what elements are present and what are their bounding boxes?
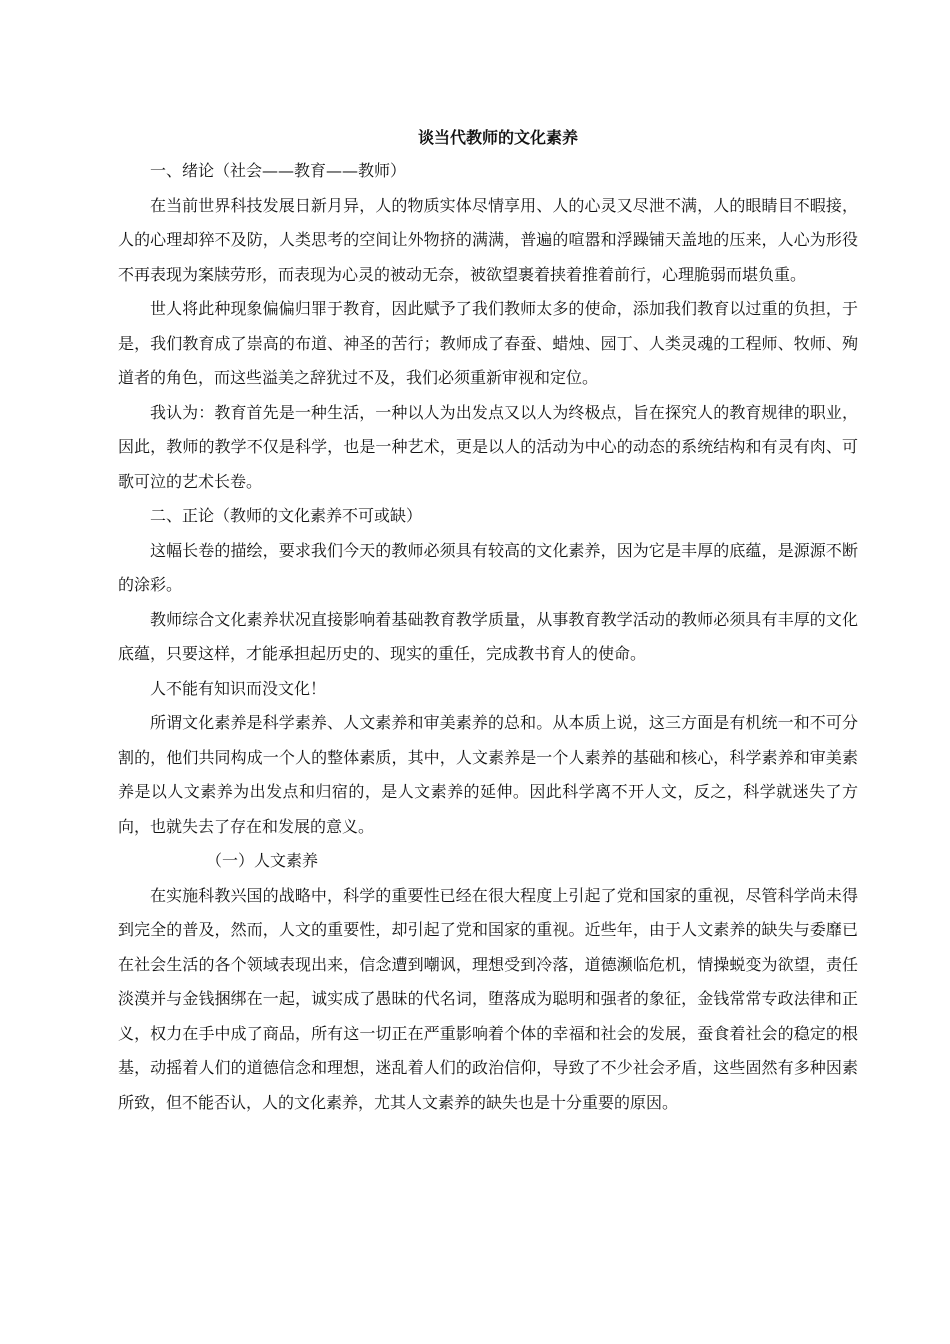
paragraph: 在实施科教兴国的战略中，科学的重要性已经在很大程度上引起了党和国家的重视，尽管科学尚未得到完全的普及，然而，人文的重要性，却引起了党和国家的重视。近些年，由于人文素养的缺失与委靡已在社会生活的各个领域表现出来，信念遭到嘲讽，理想受到冷落，道德濒临危机，情操蜕变为欲望，责任淡漠并与金钱捆绑在一起，诚实成了愚昧的代名词，堕落成为聪明和强者的象征，金钱常常专政法律和正义，权力在手中成了商品，所有这一切正在严重影响着个体的幸福和社会的发展，蚕食着社会的稳定的根基，动摇着人们的道德信念和理想，迷乱着人们的政治信仰，导致了不少社会矛盾，这些固然有多种因素所致，但不能否认，人的文化素养，尤其人文素养的缺失也是十分重要的原因。 <box>118 885 858 1112</box>
paragraph: 所谓文化素养是科学素养、人文素养和审美素养的总和。从本质上说，这三方面是有机统一和不可分割的，他们共同构成一个人的整体素质，其中，人文素养是一个人素养的基础和核心，科学素养和审美素养是以人文素养为出发点和归宿的，是人文素养的延伸。因此科学离不开人文，反之，科学就迷失了方向，也就失去了存在和发展的意义。 <box>118 713 858 836</box>
paragraph: 世人将此种现象偏偏归罪于教育，因此赋予了我们教师太多的使命，添加我们教育以过重的负担，于是，我们教育成了崇高的布道、神圣的苦行；教师成了春蚕、蜡烛、园丁、人类灵魂的工程师、牧师、殉道者的角色，而这些溢美之辞犹过不及，我们必须重新审视和定位。 <box>118 299 858 387</box>
paragraph: 我认为：教育首先是一种生活，一种以人为出发点又以人为终极点，旨在探究人的教育规律的职业，因此，教师的教学不仅是科学，也是一种艺术，更是以人的活动为中心的动态的系统结构和有灵有肉、可歌可泣的艺术长卷。 <box>118 402 858 491</box>
document-title: 谈当代教师的文化素养 <box>417 128 578 147</box>
section-heading-introduction: 一、绪论（社会——教育——教师） <box>150 161 407 180</box>
paragraph: 人不能有知识而没文化！ <box>150 678 327 698</box>
document-body <box>118 122 858 1120</box>
subsection-heading-humanities: （一）人文素养 <box>206 851 319 870</box>
paragraph: 这幅长卷的描绘，要求我们今天的教师必须具有较高的文化素养，因为它是丰厚的底蕴，是源源不断的涂彩。 <box>118 540 858 594</box>
section-heading-main-argument: 二、正论（教师的文化素养不可或缺） <box>150 506 423 525</box>
paragraph: 教师综合文化素养状况直接影响着基础教育教学质量，从事教育教学活动的教师必须具有丰厚的文化底蕴，只要这样，才能承担起历史的、现实的重任，完成教书育人的使命。 <box>118 609 858 663</box>
paragraph: 在当前世界科技发展日新月异，人的物质实体尽情享用、人的心灵又尽泄不满，人的眼睛目不暇接，人的心理却猝不及防，人类思考的空间让外物挤的满满，普遍的喧嚣和浮躁铺天盖地的压来，人心为形役不再表现为案牍劳形，而表现为心灵的被动无奈，被欲望裹着挟着推着前行，心理脆弱而堪负重。 <box>118 195 858 284</box>
